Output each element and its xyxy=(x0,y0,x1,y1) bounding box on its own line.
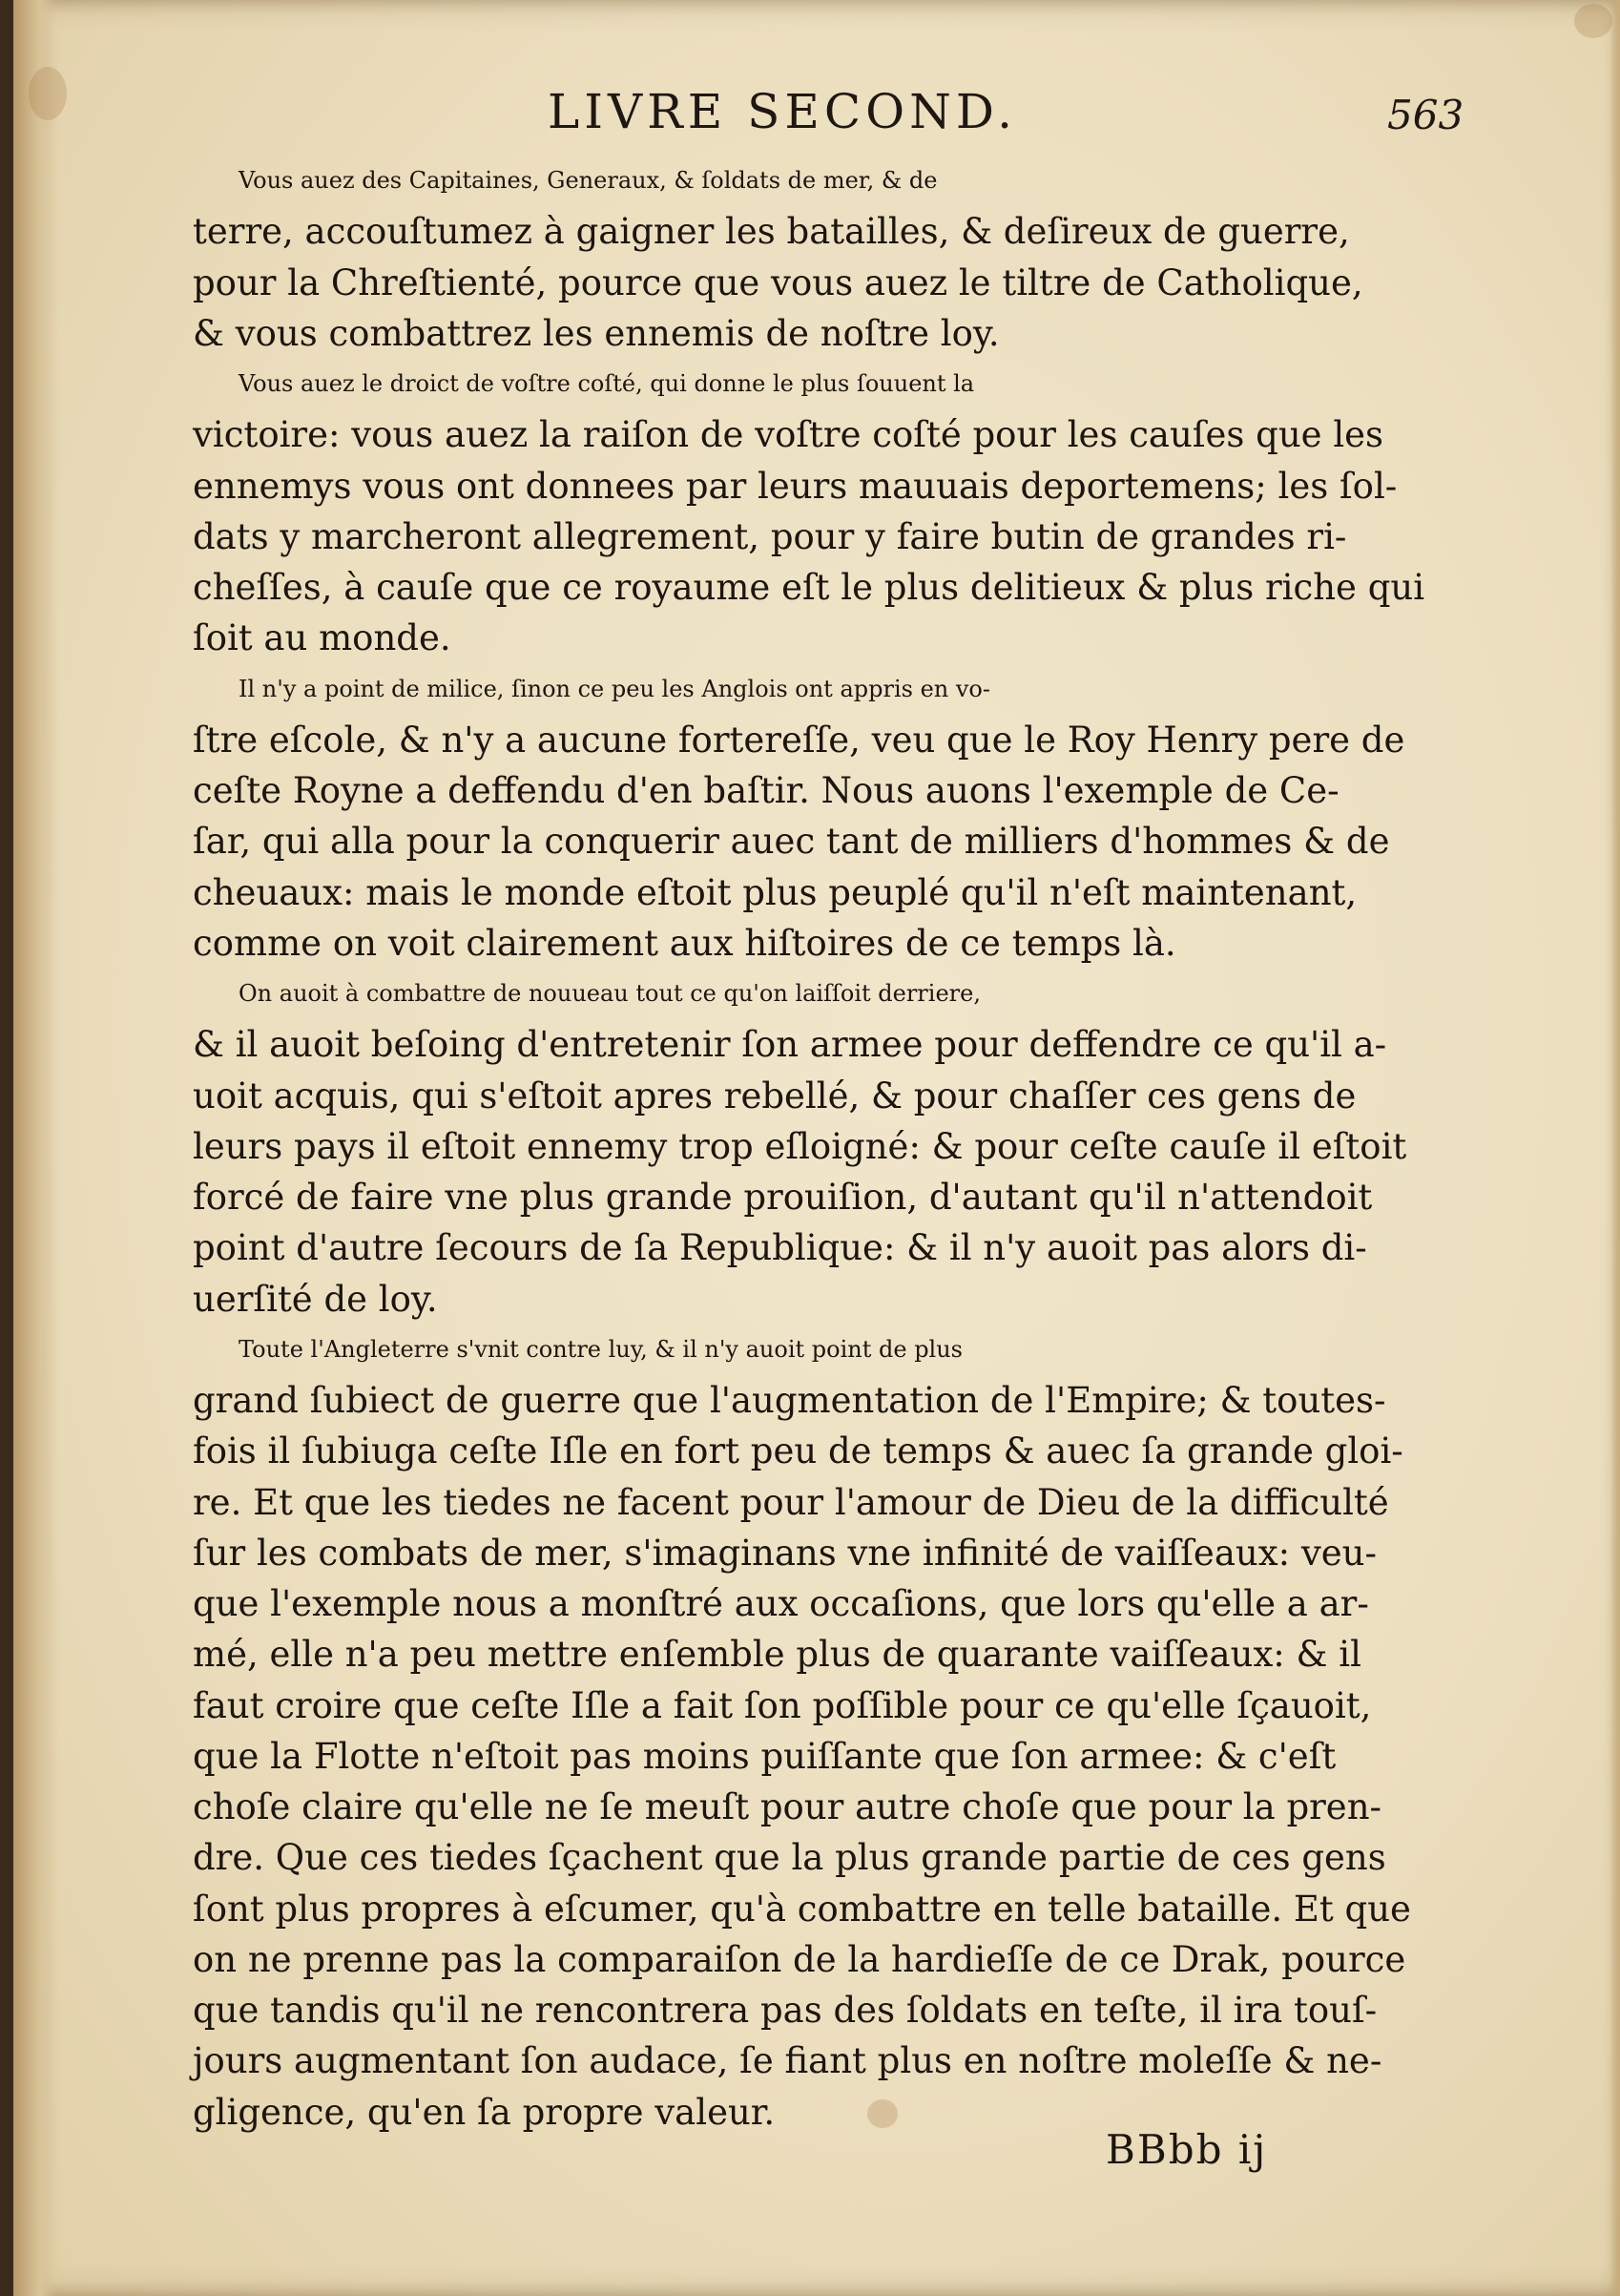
text-line: cheſſes, à cauſe que ce royaume eſt le plus delitieux & plus riche qui xyxy=(193,567,1425,608)
text-line: ceſte Royne a deffendu d'en baſtir. Nous auons l'exemple de Ce- xyxy=(193,770,1340,811)
text-line: mé, elle n'a peu mettre enſemble plus de quarante vaiſſeaux: & il xyxy=(193,1634,1361,1676)
text-line: dats y marcheront allegrement, pour y faire butin de grandes ri- xyxy=(193,515,1347,557)
text-line: & il auoit beſoing d'entretenir ſon armee pour deffendre ce qu'il a- xyxy=(193,1024,1387,1066)
paper-stain xyxy=(29,67,67,120)
text-line: forcé de faire vne plus grande prouiſion, d'autant qu'il n'attendoit xyxy=(193,1177,1373,1218)
text-line: que tandis qu'il ne rencontrera pas des ſoldats en teſte, il ira touſ- xyxy=(193,1990,1378,2031)
page-gutter xyxy=(13,0,57,2296)
text-line: pour la Chreſtienté, pource que vous auez le tiltre de Catholique, xyxy=(193,261,1363,303)
text-line: Il n'y a point de milice, ſinon ce peu les Anglois ont appris en vo- xyxy=(239,675,990,702)
text-line: dre. Que ces tiedes ſçachent que la plus grande partie de ces gens xyxy=(193,1837,1386,1879)
text-line: leurs pays il eſtoit ennemy trop eſloigné: & pour ceſte cauſe il eſtoit xyxy=(193,1125,1407,1167)
text-line: que l'exemple nous a monſtré aux occaſions, que lors qu'elle a ar- xyxy=(193,1583,1369,1624)
page-number: 563 xyxy=(1387,92,1464,138)
text-line: re. Et que les tiedes ne facent pour l'amour de Dieu de la difficulté xyxy=(193,1481,1389,1523)
text-line: Vous auez des Capitaines, Generaux, & ſoldats de mer, & de xyxy=(239,167,938,194)
body-text xyxy=(193,156,1454,2138)
text-line: Toute l'Angleterre s'vnit contre luy, & il n'y auoit point de plus xyxy=(239,1335,963,1363)
text-line: terre, accouſtumez à gaigner les batailles, & deſireux de guerre, xyxy=(193,211,1350,253)
text-line: On auoit à combattre de nouueau tout ce qu'on laiſſoit derriere, xyxy=(239,980,981,1007)
text-line: victoire: vous auez la raiſon de voſtre coſté pour les cauſes que les xyxy=(193,414,1384,456)
text-line: que la Flotte n'eſtoit pas moins puiſſante que ſon armee: & c'eſt xyxy=(193,1735,1337,1777)
text-line: jours augmentant ſon audace, ſe fiant plus en noſtre moleſſe & ne- xyxy=(193,2040,1382,2082)
text-line: ſur les combats de mer, s'imaginans vne infinité de vaiſſeaux: veu- xyxy=(193,1532,1377,1574)
text-line: point d'autre ſecours de ſa Republique: & il n'y auoit pas alors di- xyxy=(193,1227,1367,1269)
text-line: ſont plus propres à eſcumer, qu'à combattre en telle bataille. Et que xyxy=(193,1888,1411,1930)
page-edge xyxy=(1610,0,1620,2296)
text-line: grand ſubiect de guerre que l'augmentation de l'Empire; & toutes- xyxy=(193,1380,1386,1421)
text-line: cheuaux: mais le monde eſtoit plus peuplé qu'il n'eſt maintenant, xyxy=(193,871,1358,913)
text-line: faut croire que ceſte Iſle a fait ſon poſſible pour ce qu'elle ſçauoit, xyxy=(193,1684,1372,1726)
text-line: Vous auez le droict de voſtre coſté, qui donne le plus ſouuent la xyxy=(239,370,975,397)
text-line: ſtre eſcole, & n'y a aucune fortereſſe, veu que le Roy Henry pere de xyxy=(193,719,1405,761)
text-line: & vous combattrez les ennemis de noſtre loy. xyxy=(193,312,1000,354)
signature-mark: BBbb ij xyxy=(1106,2126,1268,2173)
text-line: ennemys vous ont donnees par leurs mauuais deportemens; les ſol- xyxy=(193,465,1398,507)
text-line: choſe claire qu'elle ne ſe meuſt pour autre choſe que pour la pren- xyxy=(193,1786,1382,1827)
text-line: on ne prenne pas la comparaiſon de la hardieſſe de ce Drak, pource xyxy=(193,1938,1406,1980)
text-line: uerſité de loy. xyxy=(193,1278,438,1320)
text-line: uoit acquis, qui s'eſtoit apres rebellé, & pour chaſſer ces gens de xyxy=(193,1075,1357,1117)
text-line: ſar, qui alla pour la conquerir auec tant de milliers d'hommes & de xyxy=(193,821,1390,863)
text-line: gligence, qu'en ſa propre valeur. xyxy=(193,2091,776,2133)
text-line: ſoit au monde. xyxy=(193,617,451,659)
book-page xyxy=(13,0,1620,2296)
text-line: comme on voit clairement aux hiſtoires de ce temps là. xyxy=(193,922,1176,964)
text-line: fois il ſubiuga ceſte Iſle en fort peu de temps & auec ſa grande gloi- xyxy=(193,1430,1403,1472)
running-header: LIVRE SECOND. xyxy=(548,84,1018,139)
paper-stain xyxy=(1574,4,1612,38)
